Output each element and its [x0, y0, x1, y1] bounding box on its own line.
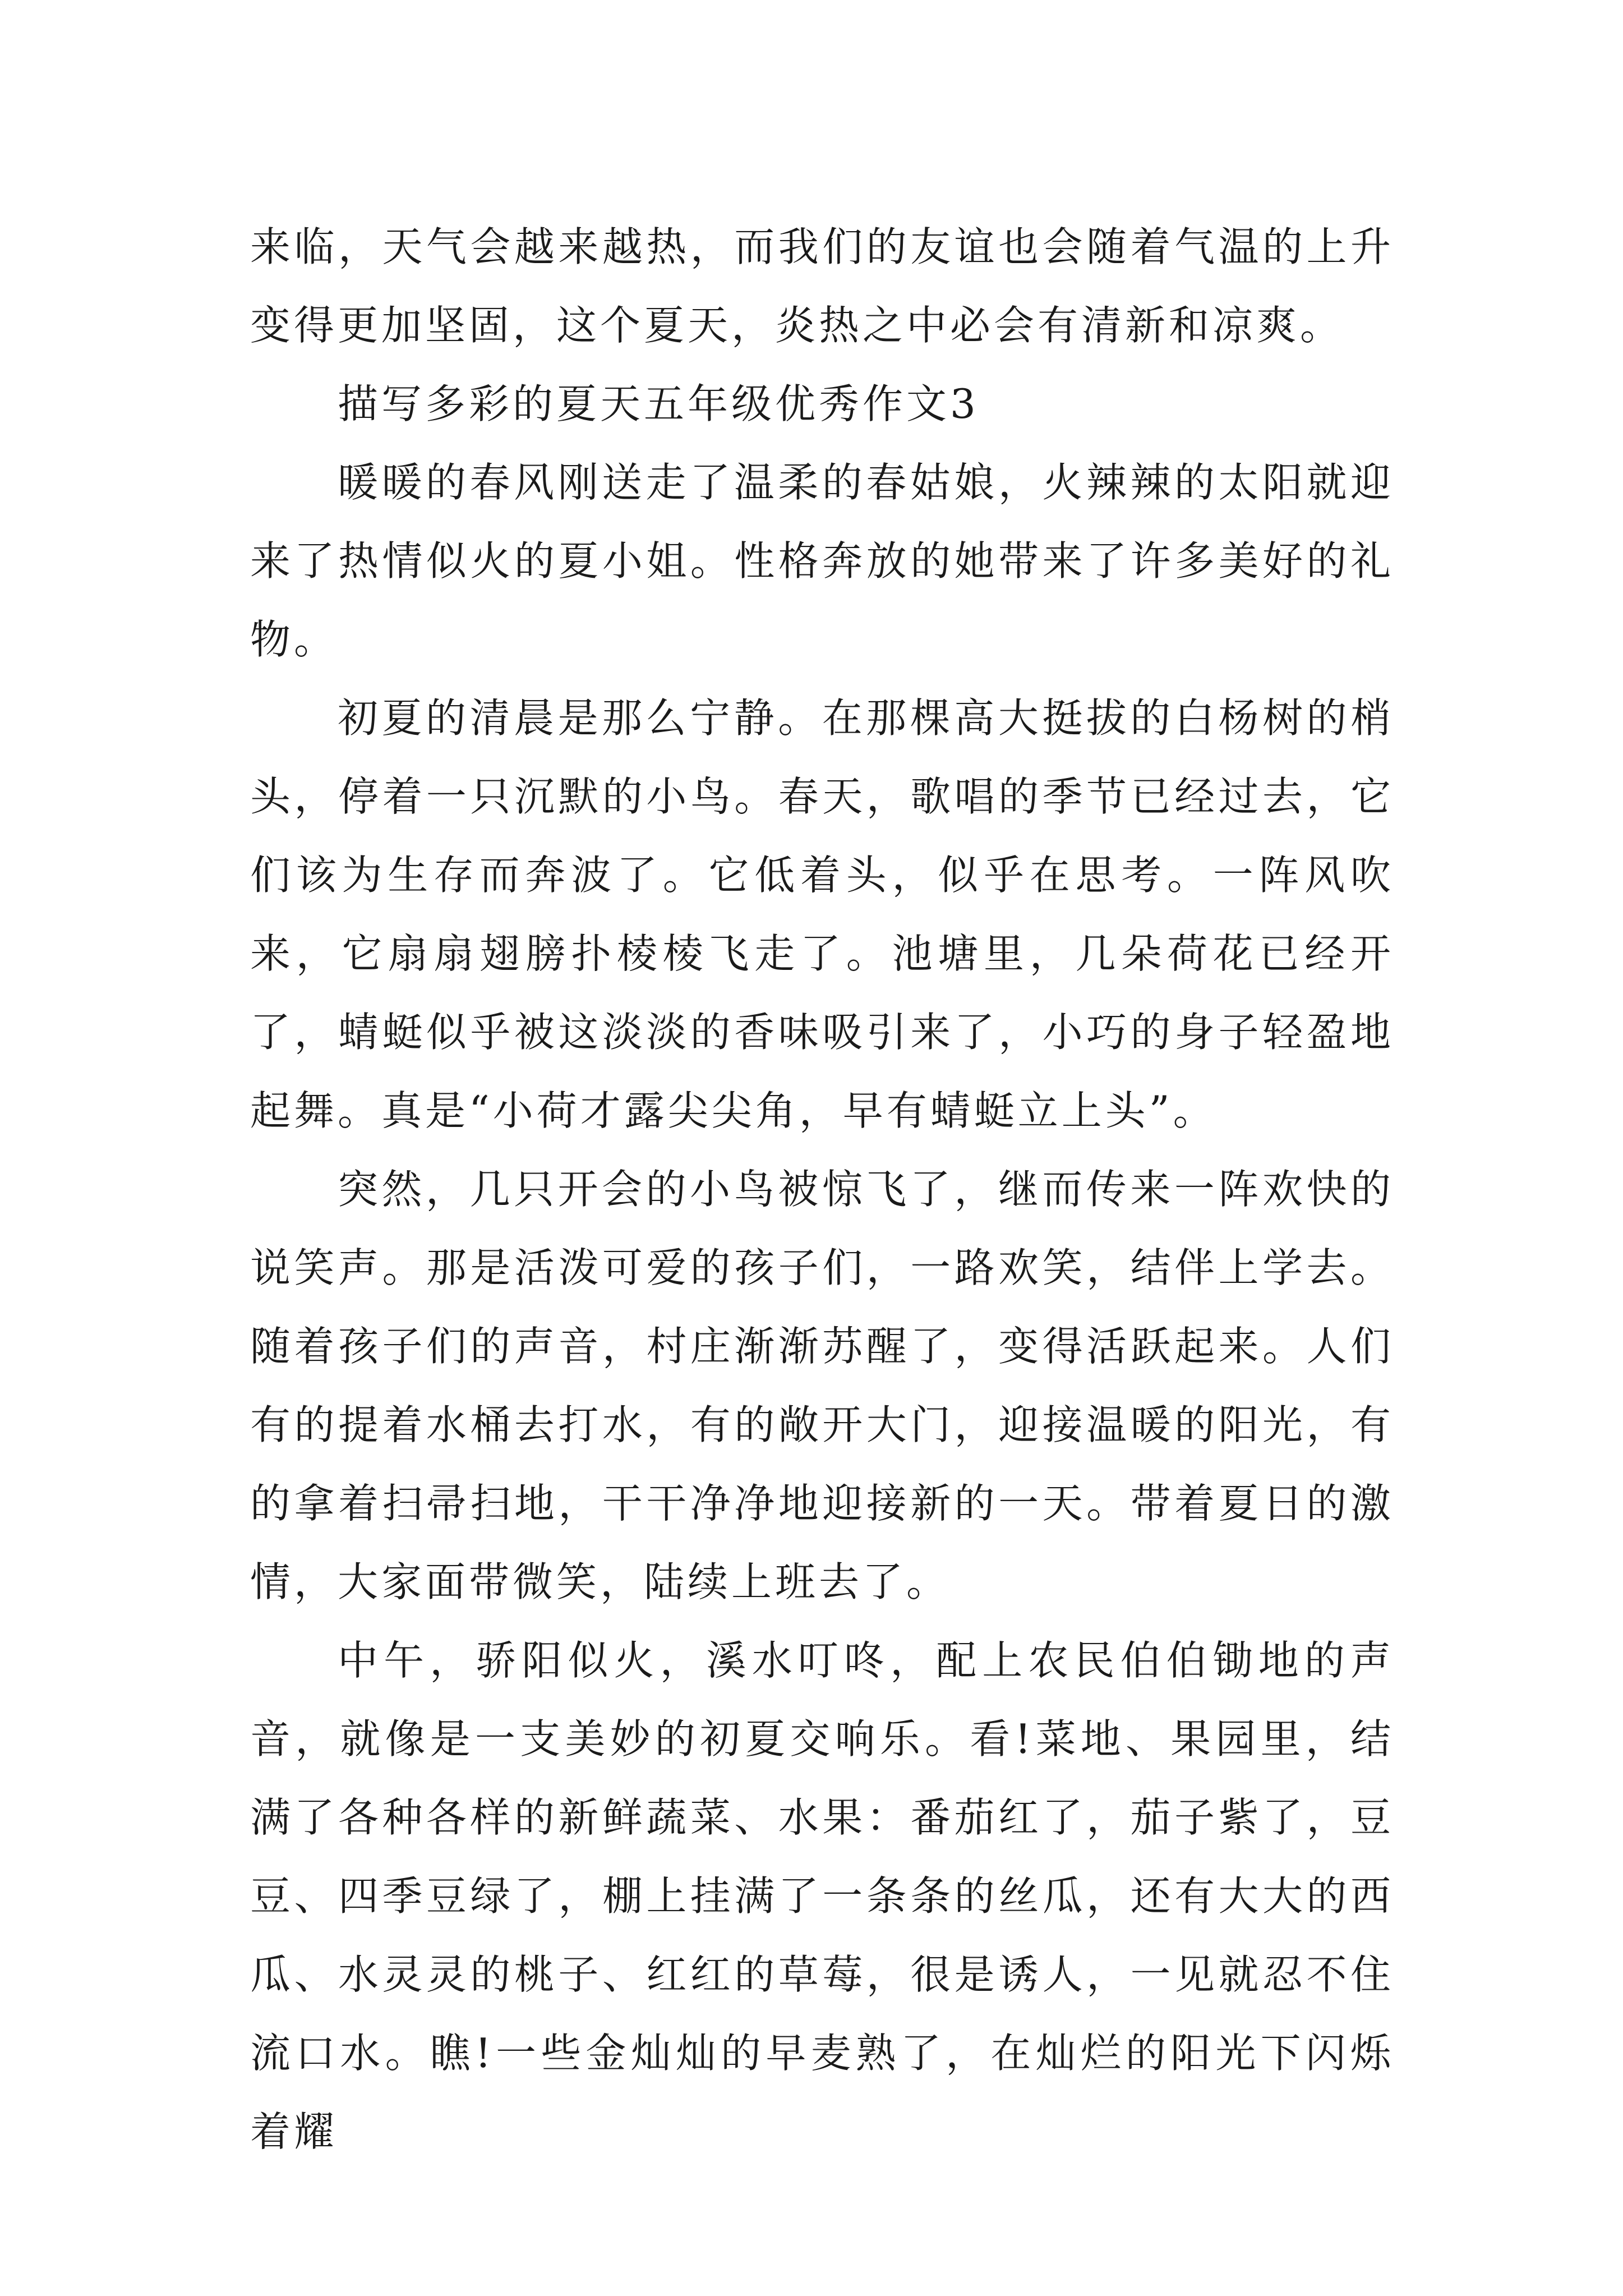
- paragraph: 初夏的清晨是那么宁静。在那棵高大挺拔的白杨树的梢头，停着一只沉默的小鸟。春天，歌唱的季节已经过去，它们该为生存而奔波了。它低着头，似乎在思考。一阵风吹来，它扇扇翅膀扑棱棱飞走了。池塘里，几朵荷花已经开了，蜻蜓似乎被这淡淡的香味吸引来了，小巧的身子轻盈地起舞。真是“小荷才露尖尖角，早有蜻蜓立上头”。: [250, 694, 1394, 1134]
- paragraph: 中午，骄阳似火，溪水叮咚，配上农民伯伯锄地的声音，就像是一支美妙的初夏交响乐。看!菜地、果园里，结满了各种各样的新鲜蔬菜、水果：番茄红了，茄子紫了，豆豆、四季豆绿了，棚上挂满了一条条的丝瓜，还有大大的西瓜、水灵灵的桃子、红红的草莓，很是诱人，一见就忍不住流口水。瞧!一些金灿灿的早麦熟了，在灿烂的阳光下闪烁着耀: [250, 1637, 1394, 2155]
- essay-body: [250, 208, 1394, 2171]
- paragraph: 突然，几只开会的小鸟被惊飞了，继而传来一阵欢快的说笑声。那是活泼可爱的孩子们，一路欢笑，结伴上学去。随着孩子们的声音，村庄渐渐苏醒了，变得活跃起来。人们有的提着水桶去打水，有的敞开大门，迎接温暖的阳光，有的拿着扫帚扫地，干干净净地迎接新的一天。带着夏日的激情，大家面带微笑，陆续上班去了。: [250, 1166, 1394, 1605]
- paragraph: 暖暖的春风刚送走了温柔的春姑娘，火辣辣的太阳就迎来了热情似火的夏小姐。性格奔放的她带来了许多美好的礼物。: [250, 459, 1394, 663]
- paragraph-continuation: 来临，天气会越来越热，而我们的友谊也会随着气温的上升变得更加坚固，这个夏天，炎热之中必会有清新和凉爽。: [250, 223, 1394, 349]
- essay-title: 描写多彩的夏天五年级优秀作文3: [338, 380, 979, 427]
